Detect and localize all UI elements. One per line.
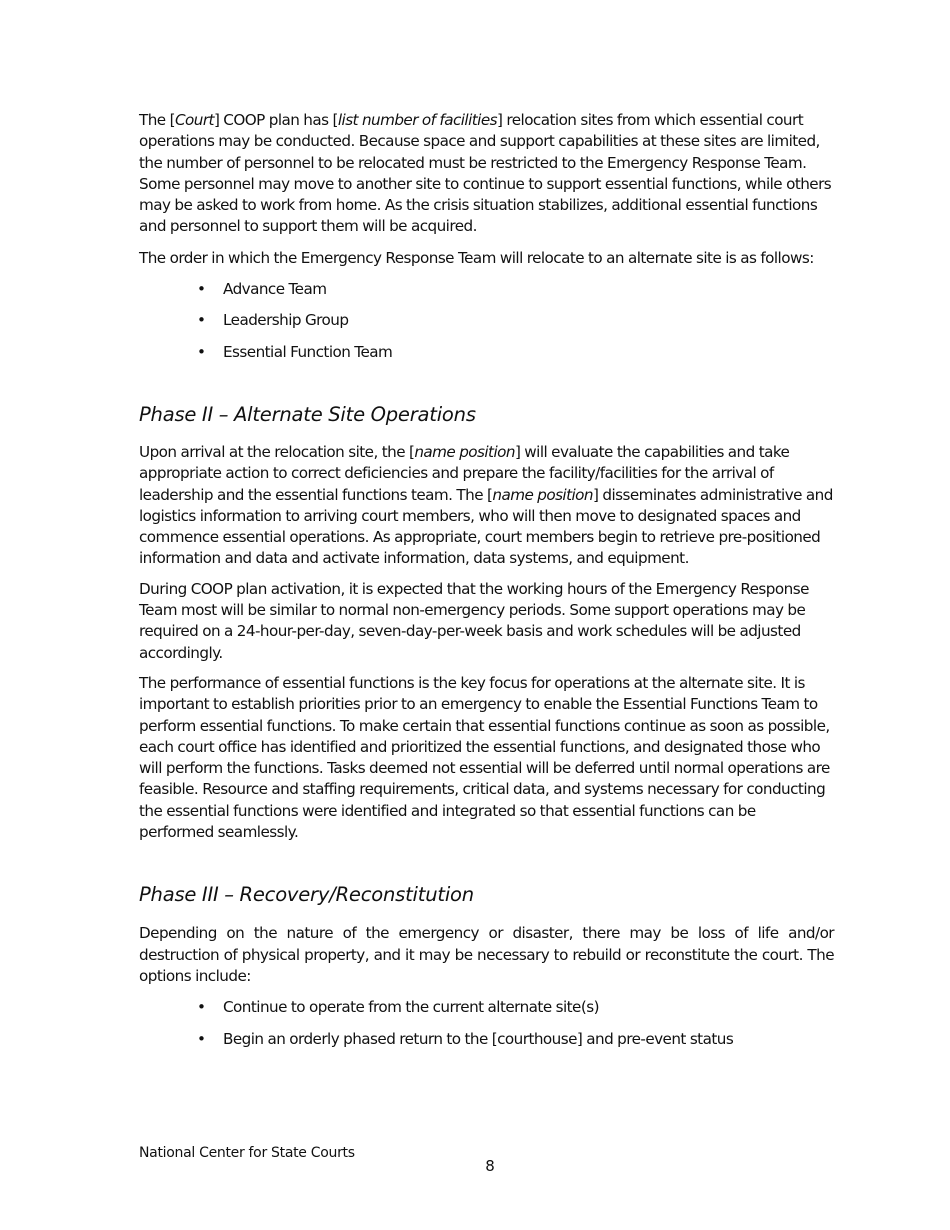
working-hours-paragraph: During COOP plan activation, it is expected that the working hours of the Emergency Response Team most will be similar to normal non-emergency periods. Some support operations may be required on a 24-hour-per-day, seven-day-per-week basis and work schedules will be adjusted accordingly. — [139, 579, 809, 662]
footer-organization: National Center for State Courts — [139, 1145, 355, 1161]
recovery-options-list — [139, 997, 834, 1050]
relocation-sites-paragraph: The [Court] COOP plan has [list number of facilities] relocation sites from which essential court operations may be conducted. Because space and support capabilities at these sites are limited, the number of personnel to be relocated must be restricted to the Emergency Response Team. Some personnel may move to another site to continue to support essential functions, while others may be asked to work from home. As the crisis situation stabilizes, additional essential functions and personnel to support them will be acquired. — [139, 111, 832, 236]
essential-functions-paragraph: The performance of essential functions is the key focus for operations at the alternate site. It is important to establish priorities prior to an emergency to enable the Essential Functions Team to perform essential functions. To make certain that essential functions continue as soon as possible, each court office has identified and prioritized the essential functions, and designated those who will perform the functions. Tasks deemed not essential will be deferred until normal operations are feasible. Resource and staffing requirements, critical data, and systems necessary for conducting the essential functions were identified and integrated so that essential functions can be performed seamlessly. — [139, 673, 830, 842]
bullet-icon: • — [197, 1029, 206, 1048]
bullet-icon: • — [197, 998, 206, 1017]
recovery-options-intro: Depending on the nature of the emergency or disaster, there may be loss of life and/or destruction of physical property, and it may be necessary to rebuild or reconstitute the court. The options include: — [139, 924, 834, 985]
name-position-placeholder: name position — [414, 442, 515, 461]
facilities-count-placeholder: list number of facilities — [337, 111, 498, 129]
list-item: • Leadership Group — [139, 310, 834, 331]
phase-3-heading: Phase III – Recovery/Reconstitution — [139, 883, 474, 907]
bullet-icon: • — [197, 311, 206, 330]
document-body — [139, 110, 834, 1060]
phase-2-heading: Phase II – Alternate Site Operations — [139, 402, 476, 426]
list-item: • Advance Team — [139, 279, 834, 300]
page-number: 8 — [485, 1157, 495, 1175]
relocation-order-intro: The order in which the Emergency Response Team will relocate to an alternate site is as follows: — [139, 248, 814, 267]
arrival-paragraph: Upon arrival at the relocation site, the [name position] will evaluate the capabilities and take appropriate action to correct deficiencies and prepare the facility/facilities for the arrival of leadership and the essential functions team. The [name position] disseminates administrative and logistics information to arriving court members, who will then move to designated spaces and commence essential operations. As appropriate, court members begin to retrieve pre-positioned information and data and activate information, data systems, and equipment. — [139, 442, 833, 568]
name-position-placeholder: name position — [492, 485, 593, 504]
bullet-icon: • — [197, 280, 206, 299]
list-item: • Continue to operate from the current alternate site(s) — [139, 997, 834, 1018]
court-placeholder: Court — [174, 111, 214, 129]
list-item: • Begin an orderly phased return to the [courthouse] and pre-event status — [139, 1029, 834, 1050]
bullet-icon: • — [197, 342, 206, 361]
relocation-order-list — [139, 279, 834, 363]
list-item: • Essential Function Team — [139, 342, 834, 363]
